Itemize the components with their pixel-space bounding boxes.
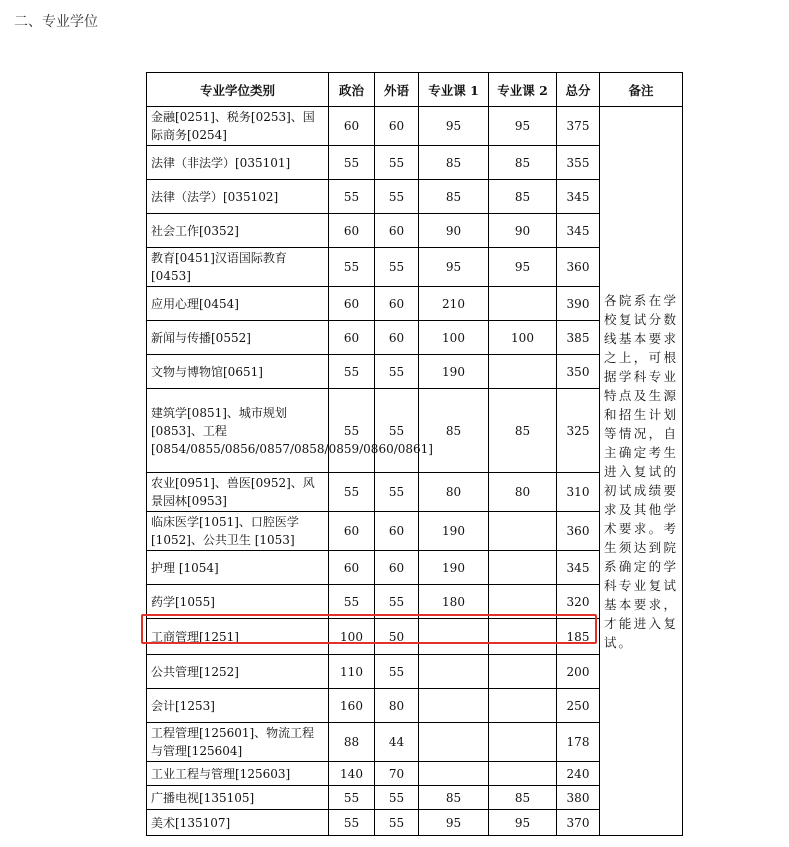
row-politics: 60 [329, 214, 375, 248]
row-course2: 85 [489, 180, 557, 214]
row-course2 [489, 689, 557, 723]
row-course1: 90 [419, 214, 489, 248]
header-note: 备注 [600, 73, 683, 107]
section-title: 二、专业学位 [14, 14, 98, 30]
row-total: 345 [557, 551, 600, 585]
row-language: 60 [375, 512, 419, 551]
row-total: 345 [557, 180, 600, 214]
row-language: 55 [375, 355, 419, 389]
row-category: 护理 [1054] [147, 551, 329, 585]
row-politics: 100 [329, 619, 375, 655]
row-course2 [489, 619, 557, 655]
row-language: 50 [375, 619, 419, 655]
row-course2 [489, 762, 557, 786]
row-politics: 60 [329, 512, 375, 551]
row-language: 60 [375, 214, 419, 248]
row-course1 [419, 619, 489, 655]
row-category: 社会工作[0352] [147, 214, 329, 248]
row-category: 新闻与传播[0552] [147, 321, 329, 355]
table-header-row [147, 73, 683, 107]
row-category: 农业[0951]、兽医[0952]、风景园林[0953] [147, 473, 329, 512]
row-course1: 190 [419, 551, 489, 585]
row-course1: 80 [419, 473, 489, 512]
row-total: 310 [557, 473, 600, 512]
score-table [146, 72, 683, 836]
row-course2: 95 [489, 810, 557, 836]
row-total: 250 [557, 689, 600, 723]
row-category: 公共管理[1252] [147, 655, 329, 689]
header-politics: 政治 [329, 73, 375, 107]
row-course1: 85 [419, 180, 489, 214]
row-total: 325 [557, 389, 600, 473]
row-language: 55 [375, 248, 419, 287]
row-course2: 100 [489, 321, 557, 355]
row-category: 法律（法学）[035102] [147, 180, 329, 214]
row-course1 [419, 762, 489, 786]
header-total: 总分 [557, 73, 600, 107]
row-course1: 180 [419, 585, 489, 619]
row-politics: 60 [329, 321, 375, 355]
row-politics: 60 [329, 287, 375, 321]
row-total: 375 [557, 107, 600, 146]
row-course1: 100 [419, 321, 489, 355]
header-category: 专业学位类别 [147, 73, 329, 107]
row-course2 [489, 287, 557, 321]
row-language: 60 [375, 321, 419, 355]
row-language: 55 [375, 389, 419, 473]
row-total: 200 [557, 655, 600, 689]
row-course1: 190 [419, 355, 489, 389]
row-course1 [419, 723, 489, 762]
row-course1: 210 [419, 287, 489, 321]
row-category: 文物与博物馆[0651] [147, 355, 329, 389]
row-language: 55 [375, 473, 419, 512]
row-politics: 55 [329, 389, 375, 473]
row-politics: 55 [329, 355, 375, 389]
table-row [147, 107, 683, 146]
row-course2: 90 [489, 214, 557, 248]
row-politics: 55 [329, 810, 375, 836]
row-category: 广播电视[135105] [147, 786, 329, 810]
row-total: 350 [557, 355, 600, 389]
header-course2: 专业课 2 [489, 73, 557, 107]
row-language: 70 [375, 762, 419, 786]
row-language: 60 [375, 107, 419, 146]
row-course1: 95 [419, 248, 489, 287]
row-total: 355 [557, 146, 600, 180]
row-category: 法律（非法学）[035101] [147, 146, 329, 180]
row-category: 美术[135107] [147, 810, 329, 836]
row-course1: 85 [419, 146, 489, 180]
row-course2 [489, 512, 557, 551]
row-category: 药学[1055] [147, 585, 329, 619]
row-total: 390 [557, 287, 600, 321]
row-course2 [489, 551, 557, 585]
row-course1: 95 [419, 810, 489, 836]
row-language: 55 [375, 810, 419, 836]
header-course1: 专业课 1 [419, 73, 489, 107]
row-total: 178 [557, 723, 600, 762]
row-politics: 140 [329, 762, 375, 786]
row-language: 80 [375, 689, 419, 723]
row-total: 380 [557, 786, 600, 810]
header-language: 外语 [375, 73, 419, 107]
row-politics: 55 [329, 248, 375, 287]
row-course2: 85 [489, 786, 557, 810]
row-politics: 55 [329, 786, 375, 810]
row-course2 [489, 585, 557, 619]
row-category: 应用心理[0454] [147, 287, 329, 321]
row-course1: 85 [419, 786, 489, 810]
row-total: 360 [557, 248, 600, 287]
row-politics: 55 [329, 146, 375, 180]
row-course2: 85 [489, 389, 557, 473]
row-language: 44 [375, 723, 419, 762]
row-course1 [419, 689, 489, 723]
row-course2 [489, 355, 557, 389]
row-language: 60 [375, 287, 419, 321]
row-course2: 80 [489, 473, 557, 512]
row-total: 370 [557, 810, 600, 836]
row-politics: 55 [329, 585, 375, 619]
row-category: 工商管理[1251] [147, 619, 329, 655]
row-language: 55 [375, 180, 419, 214]
note-cell: 各院系在学校复试分数线基本要求之上，可根据学科专业特点及生源和招生计划等情况，自主确定考生进入复试的初试成绩要求及其他学术要求。考生须达到院系确定的学科专业复试基本要求，才能进入复试。 [600, 107, 683, 836]
row-language: 55 [375, 146, 419, 180]
row-course1: 85 [419, 389, 489, 473]
row-language: 55 [375, 585, 419, 619]
row-total: 360 [557, 512, 600, 551]
row-politics: 60 [329, 107, 375, 146]
row-course1 [419, 655, 489, 689]
row-course1: 190 [419, 512, 489, 551]
row-total: 320 [557, 585, 600, 619]
row-total: 185 [557, 619, 600, 655]
row-category: 工程管理[125601]、物流工程与管理[125604] [147, 723, 329, 762]
row-politics: 110 [329, 655, 375, 689]
row-category: 会计[1253] [147, 689, 329, 723]
row-category: 金融[0251]、税务[0253]、国际商务[0254] [147, 107, 329, 146]
row-politics: 60 [329, 551, 375, 585]
row-total: 385 [557, 321, 600, 355]
row-language: 55 [375, 655, 419, 689]
row-politics: 55 [329, 473, 375, 512]
row-politics: 88 [329, 723, 375, 762]
row-politics: 55 [329, 180, 375, 214]
row-total: 345 [557, 214, 600, 248]
row-course2: 85 [489, 146, 557, 180]
row-language: 60 [375, 551, 419, 585]
row-course2 [489, 655, 557, 689]
row-politics: 160 [329, 689, 375, 723]
row-course1: 95 [419, 107, 489, 146]
row-language: 55 [375, 786, 419, 810]
row-course2 [489, 723, 557, 762]
row-category: 建筑学[0851]、城市规划[0853]、工程[0854/0855/0856/0857/0858/0859/0860/0861] [147, 389, 329, 473]
row-course2: 95 [489, 107, 557, 146]
row-total: 240 [557, 762, 600, 786]
row-category: 临床医学[1051]、口腔医学[1052]、公共卫生 [1053] [147, 512, 329, 551]
row-category: 教育[0451]汉语国际教育[0453] [147, 248, 329, 287]
row-category: 工业工程与管理[125603] [147, 762, 329, 786]
row-course2: 95 [489, 248, 557, 287]
